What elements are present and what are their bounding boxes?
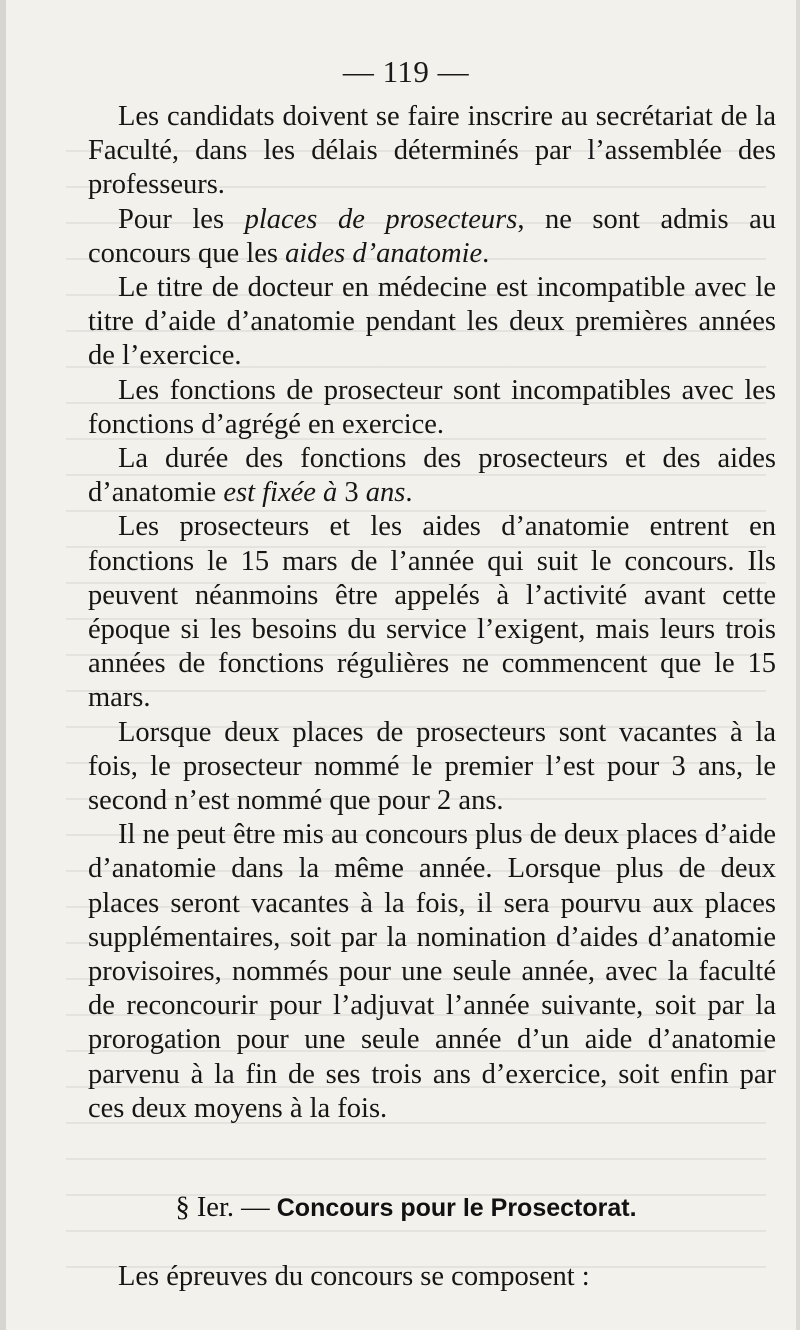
section-title: Concours pour le Prosectorat. <box>276 1194 637 1222</box>
text-run: Il ne peut être mis au concours plus de deux places d’aide d’anatomie dans la même année. Lorsque plus de deux places seront vacantes à la fois, il sera pourvu aux places supplémentaires, soit par la nomination d’aides d’anatomie provisoires, nommés pour une seule année, avec la faculté de reconcourir pour l’adjuvat l’année suivante, soit par la prorogation pour une seule année d’un aide d’anatomie parvenu à la fin de ses trois ans d’exercice, soit enfin par ces deux moyens à la fois. <box>88 819 776 1124</box>
italic-run: aides d’anatomie <box>285 237 483 269</box>
paragraph <box>88 442 776 510</box>
text-run: Lorsque deux places de prosecteurs sont vacantes à la fois, le prosecteur nommé le premier l’est pour 3 ans, le second n’est nommé que pour 2 ans. <box>88 716 776 817</box>
text-run: Les fonctions de prosecteur sont incompatibles avec les fonctions d’agrégé en exercice. <box>88 374 776 440</box>
paragraph <box>88 374 776 442</box>
text-run: Les candidats doivent se faire inscrire au secrétariat de la Faculté, dans les délais déterminés par l’assemblée des professeurs. <box>88 101 776 201</box>
paragraph <box>88 271 776 374</box>
paragraph <box>88 716 776 819</box>
text-run: La durée des fonctions des prosecteurs et des aides d’anatomie <box>88 443 776 509</box>
section-prefix: § Ier. — <box>175 1192 270 1223</box>
body-text <box>88 100 776 1126</box>
text-run: Pour les <box>118 203 245 235</box>
paragraph <box>88 510 776 715</box>
text-run: . <box>482 237 490 269</box>
paragraph <box>88 818 776 1126</box>
text-run: 3 <box>337 477 366 509</box>
paragraph <box>88 203 776 271</box>
paragraph <box>88 100 776 203</box>
text-run: Le titre de docteur en médecine est incompatible avec le titre d’aide d’anatomie pendant les deux premières années de l’exercice. <box>88 272 776 372</box>
page-number: — 119 — <box>342 54 470 89</box>
text-run: . <box>405 477 413 509</box>
text-run: Les prosecteurs et les aides d’anatomie entrent en fonctions le 15 mars de l’année qui suit le concours. Ils peuvent néanmoins être appelés à l’activité avant cette époque si les besoins du service l’exigent, mais leurs trois années de fonctions régulières ne commencent que le 15 mars. <box>88 511 776 714</box>
closing-line: Les épreuves du concours se composent : <box>118 1261 590 1292</box>
italic-run: est fixée à <box>223 477 338 509</box>
italic-run: places de prosecteurs <box>244 203 518 235</box>
italic-run: ans <box>365 477 406 509</box>
text-run: , ne sont admis au concours que les <box>88 203 776 269</box>
section-heading <box>6 1192 800 1224</box>
